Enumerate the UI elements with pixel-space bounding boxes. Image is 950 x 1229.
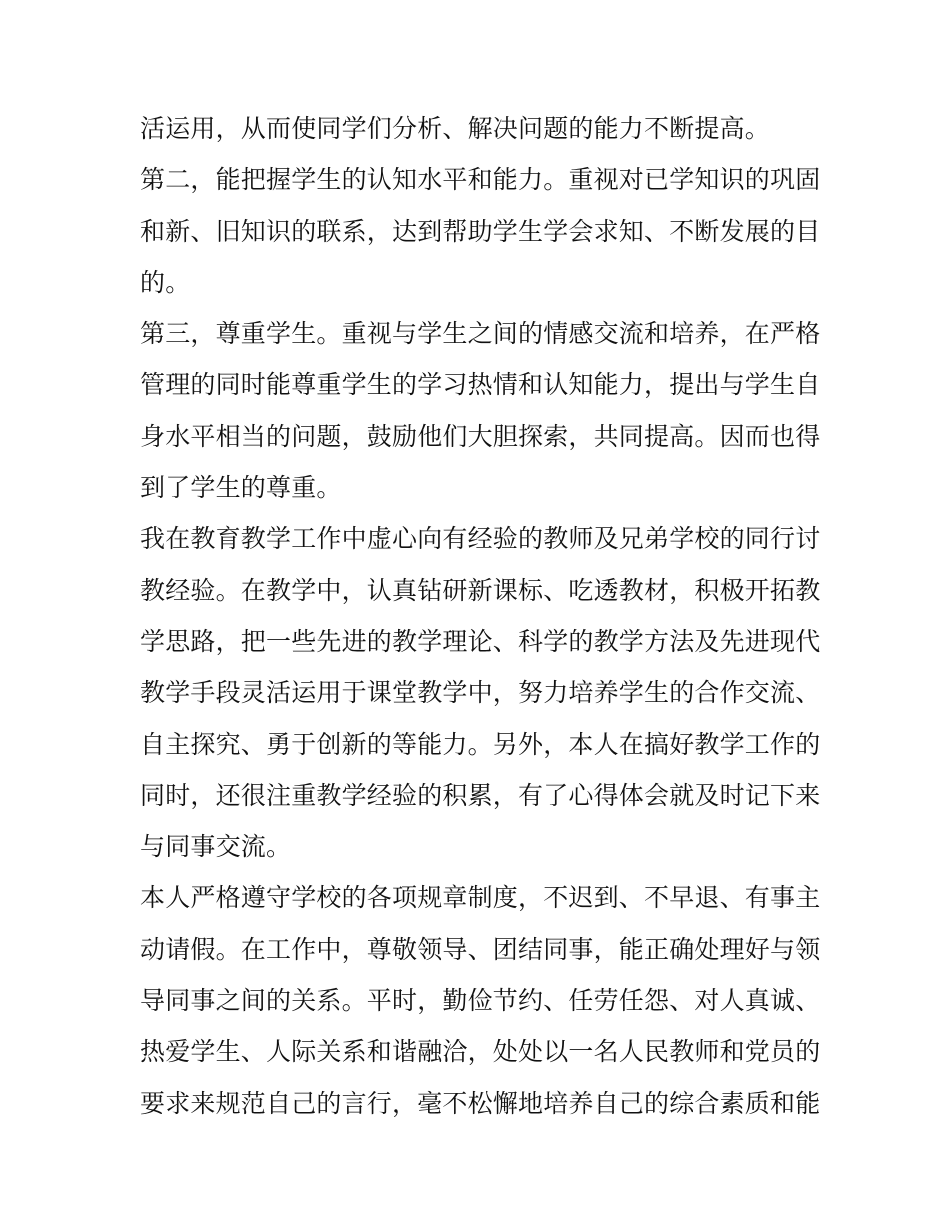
text-line: 第二，能把握学生的认知水平和能力。重视对已学知识的巩固 bbox=[140, 165, 821, 195]
text-line: 要求来规范自己的言行，毫不松懈地培养自己的综合素质和能 bbox=[140, 1088, 821, 1118]
text-line: 的。 bbox=[140, 267, 191, 297]
text-line: 动请假。在工作中，尊敬领导、团结同事，能正确处理好与领 bbox=[140, 934, 821, 964]
text-line: 导同事之间的关系。平时，勤俭节约、任劳任怨、对人真诚、 bbox=[140, 986, 821, 1016]
text-line: 热爱学生、人际关系和谐融洽，处处以一名人民教师和党员的 bbox=[140, 1037, 821, 1067]
text-line: 同时，还很注重教学经验的积累，有了心得体会就及时记下来 bbox=[140, 780, 821, 810]
text-line: 我在教育教学工作中虚心向有经验的教师及兄弟学校的同行讨 bbox=[140, 524, 821, 554]
text-line: 自主探究、勇于创新的等能力。另外，本人在搞好教学工作的 bbox=[140, 729, 821, 759]
text-line: 与同事交流。 bbox=[140, 832, 292, 862]
document-body bbox=[140, 103, 820, 1129]
text-line: 到了学生的尊重。 bbox=[140, 473, 342, 503]
text-line: 本人严格遵守学校的各项规章制度，不迟到、不早退、有事主 bbox=[140, 883, 821, 913]
text-line: 和新、旧知识的联系，达到帮助学生学会求知、不断发展的目 bbox=[140, 216, 821, 246]
text-line: 教学手段灵活运用于课堂教学中，努力培养学生的合作交流、 bbox=[140, 678, 821, 708]
text-line: 活运用，从而使同学们分析、解决问题的能力不断提高。 bbox=[140, 114, 771, 143]
text-line: 第三，尊重学生。重视与学生之间的情感交流和培养，在严格 bbox=[140, 319, 821, 349]
text-line: 身水平相当的问题，鼓励他们大胆探索，共同提高。因而也得 bbox=[140, 421, 821, 451]
text-line: 教经验。在教学中，认真钻研新课标、吃透教材，积极开拓教 bbox=[140, 575, 821, 605]
text-line: 管理的同时能尊重学生的学习热情和认知能力，提出与学生自 bbox=[140, 370, 821, 400]
text-line: 学思路，把一些先进的教学理论、科学的教学方法及先进现代 bbox=[140, 626, 821, 656]
